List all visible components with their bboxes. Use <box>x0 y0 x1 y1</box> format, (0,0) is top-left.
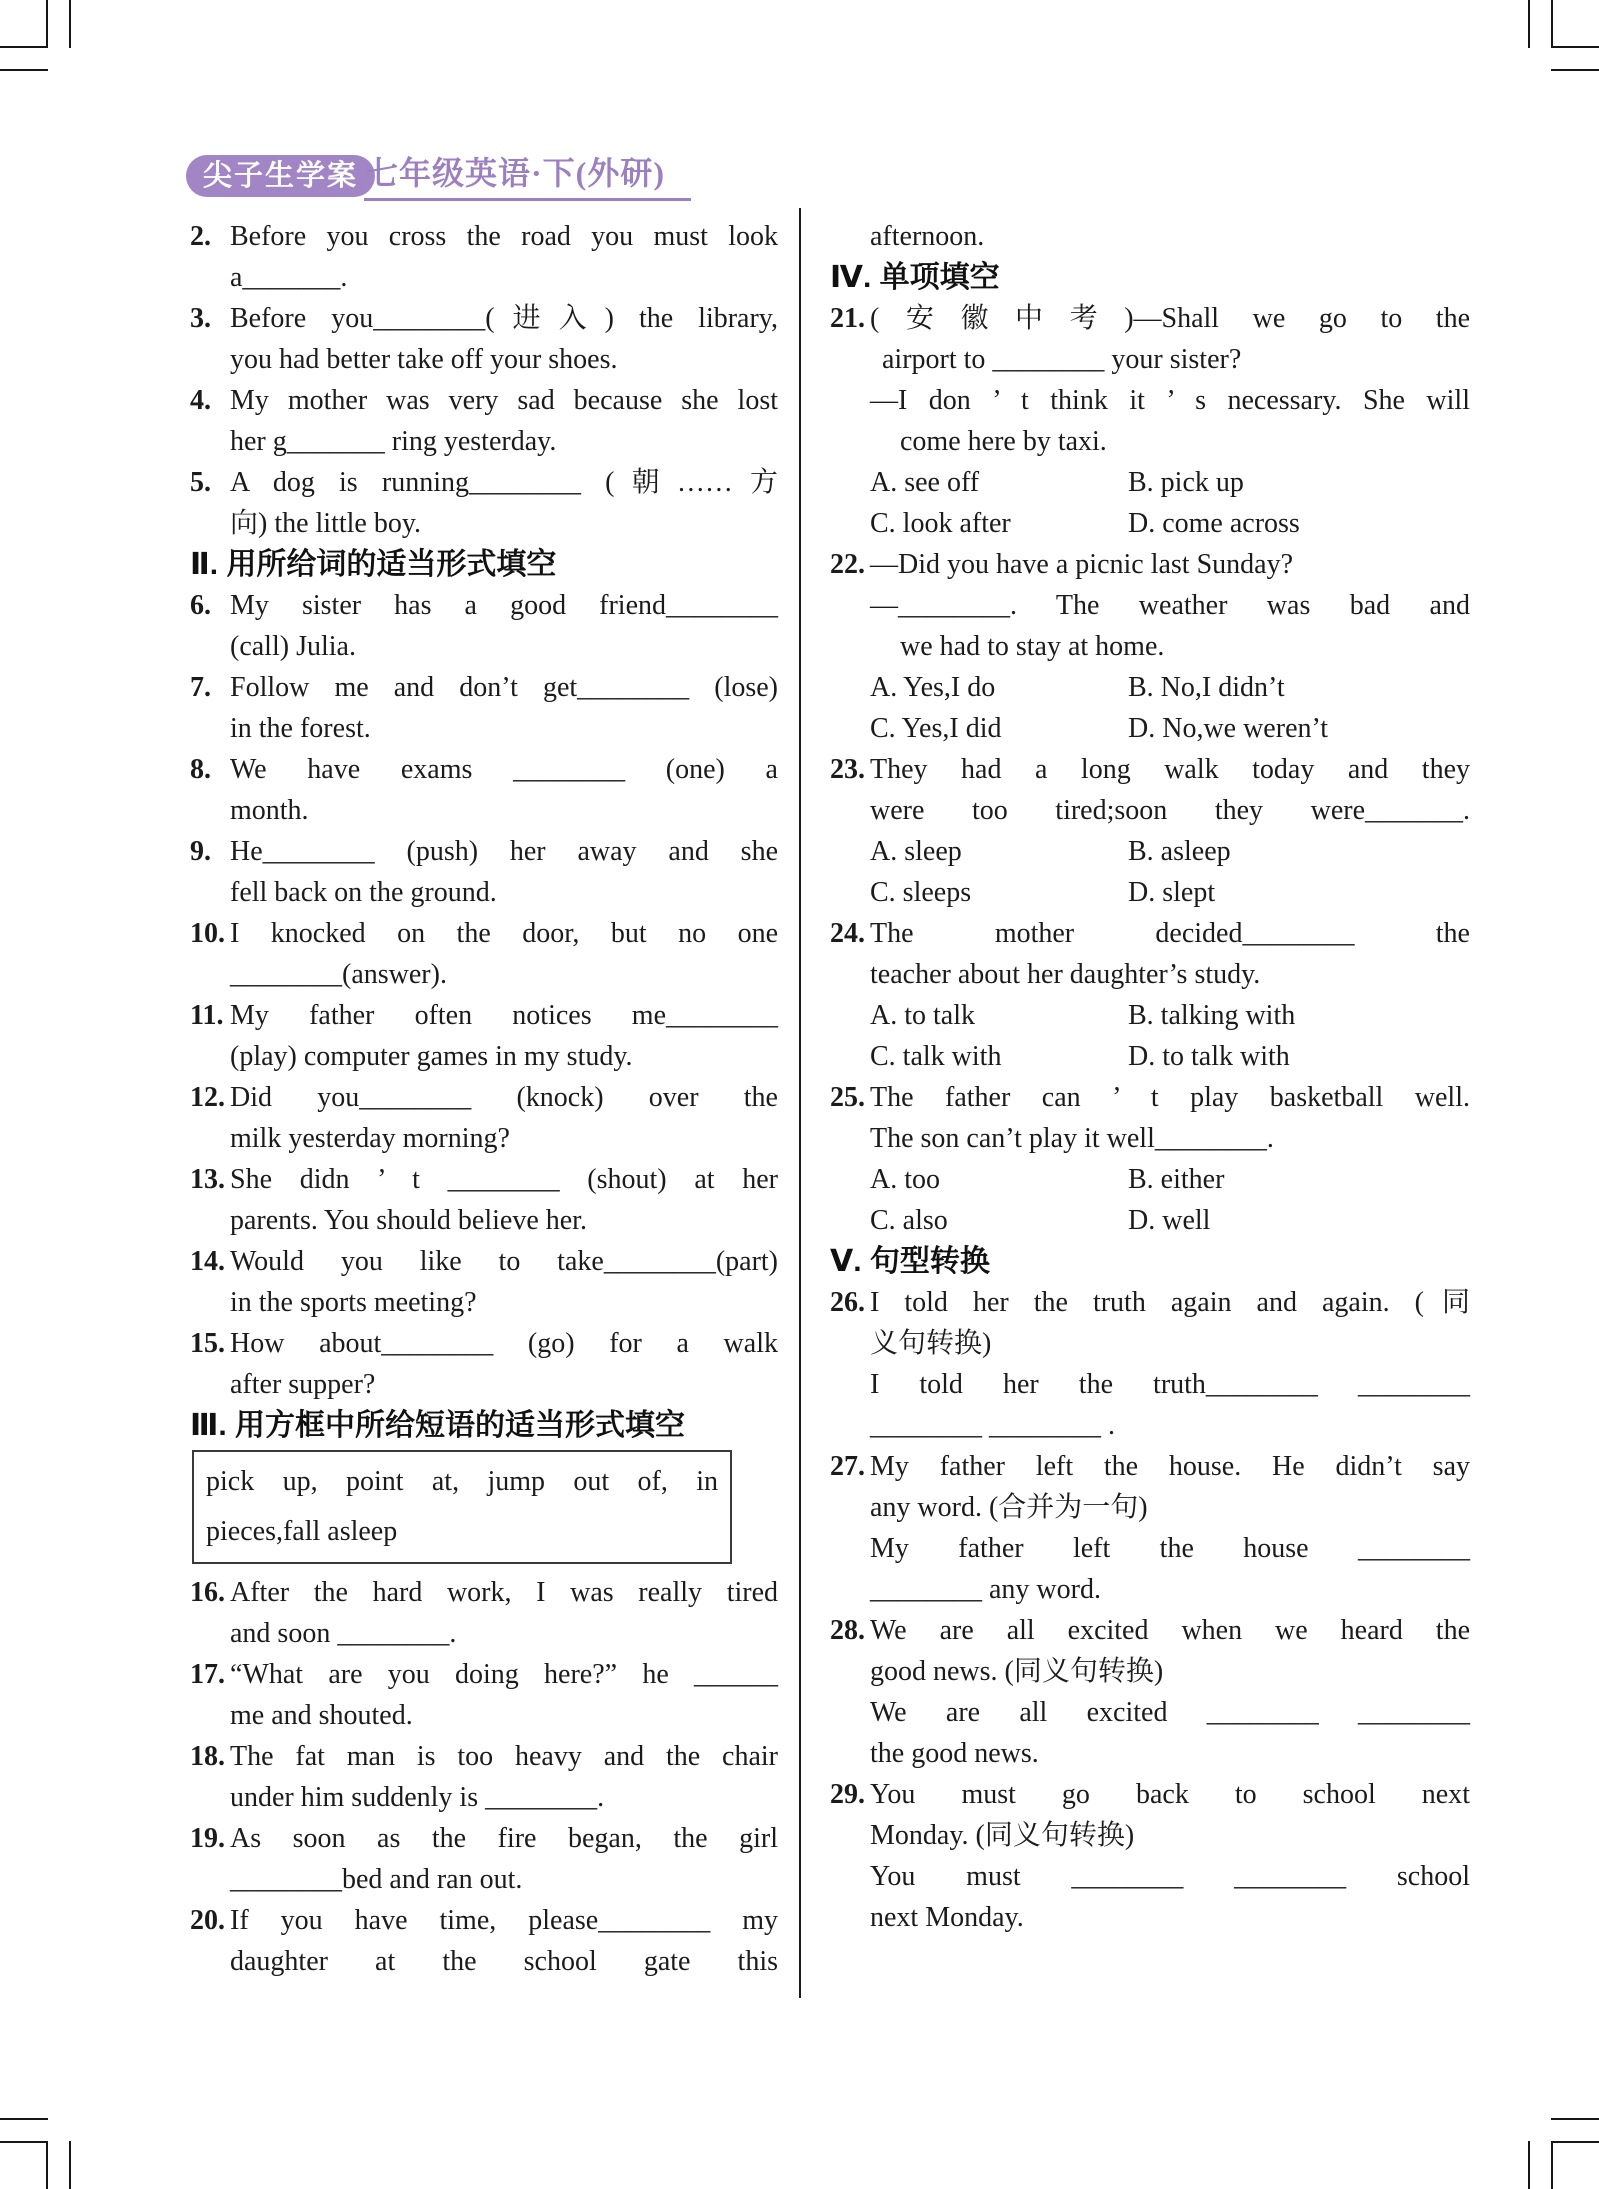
text-line: If you have time, please________ my <box>230 1905 778 1936</box>
text-line: The son can’t play it well________. <box>870 1123 1274 1154</box>
text-line: daughter at the school gate this <box>230 1946 778 1977</box>
option: D. come across <box>1128 508 1300 539</box>
question-24 <box>830 913 1470 1077</box>
crop-mark <box>46 0 48 48</box>
question-number: 17. <box>190 1659 225 1690</box>
question-17 <box>190 1654 778 1736</box>
question-7 <box>190 667 778 749</box>
crop-mark <box>1551 2141 1599 2143</box>
text-line: in the sports meeting? <box>230 1287 477 1318</box>
text-line: under him suddenly is ________. <box>230 1782 605 1813</box>
option: D. to talk with <box>1128 1041 1290 1072</box>
text-line: a_______. <box>230 262 348 293</box>
section-title: 用方框中所给短语的适当形式填空 <box>235 1409 686 1442</box>
question-18 <box>190 1736 778 1818</box>
question-number: 13. <box>190 1164 225 1195</box>
text-line: pick up, point at, jump out of, in <box>206 1466 718 1497</box>
section-title: 单项填空 <box>879 261 1000 294</box>
text-line: Follow me and don’t get________ (lose) <box>230 672 778 703</box>
question-5 <box>190 462 778 544</box>
question-number: 23. <box>830 754 865 785</box>
option: D. well <box>1128 1205 1211 1236</box>
text-line: My father often notices me________ <box>230 1000 778 1031</box>
text-line: “What are you doing here?” he ______ <box>230 1659 778 1690</box>
option-row <box>870 831 1470 872</box>
crop-mark <box>0 46 48 48</box>
text-line: I knocked on the door, but no one <box>230 918 778 949</box>
text-line: Would you like to take________(part) <box>230 1246 778 1277</box>
question-number: 4. <box>190 385 211 416</box>
option-row <box>870 708 1470 749</box>
question-19 <box>190 1818 778 1900</box>
question-3 <box>190 298 778 380</box>
text-line: Did you________ (knock) over the <box>230 1082 778 1113</box>
option: C. also <box>870 1205 948 1236</box>
question-number: 26. <box>830 1287 865 1318</box>
question-4 <box>190 380 778 462</box>
text-line: me and shouted. <box>230 1700 413 1731</box>
text-line: The father can ’ t play basketball well. <box>870 1082 1470 1113</box>
column-left <box>190 216 778 1982</box>
option: A. Yes,I do <box>870 672 996 703</box>
question-number: 19. <box>190 1823 225 1854</box>
question-12 <box>190 1077 778 1159</box>
question-6 <box>190 585 778 667</box>
question-28 <box>830 1610 1470 1774</box>
option: B. either <box>1128 1164 1225 1195</box>
question-10 <box>190 913 778 995</box>
text-line: good news. (同义句转换) <box>870 1656 1164 1687</box>
question-26 <box>830 1282 1470 1446</box>
question-number: 5. <box>190 467 211 498</box>
text-line: (call) Julia. <box>230 631 356 662</box>
question-number: 2. <box>190 221 211 252</box>
text-line: They had a long walk today and they <box>870 754 1470 785</box>
crop-mark <box>1551 0 1553 48</box>
option: B. No,I didn’t <box>1128 672 1285 703</box>
phrase-box <box>192 1450 732 1564</box>
text-line: 向) the little boy. <box>230 508 422 539</box>
option-row <box>870 1159 1470 1200</box>
question-22 <box>830 544 1470 749</box>
question-number: 22. <box>830 549 865 580</box>
section-number: Ⅱ. <box>190 548 227 581</box>
question-number: 10. <box>190 918 225 949</box>
question-number: 16. <box>190 1577 225 1608</box>
text-line: I told her the truth again and again. (同 <box>870 1287 1470 1318</box>
text-line: next Monday. <box>870 1902 1024 1933</box>
option: A. to talk <box>870 1000 975 1031</box>
question-11 <box>190 995 778 1077</box>
question-20 <box>190 1900 778 1982</box>
crop-mark <box>0 69 48 71</box>
option-row <box>870 1200 1470 1241</box>
question-number: 18. <box>190 1741 225 1772</box>
option-row <box>870 995 1470 1036</box>
text-line: we had to stay at home. <box>900 631 1165 662</box>
text-line: (play) computer games in my study. <box>230 1041 633 1072</box>
option-row <box>870 667 1470 708</box>
crop-mark <box>69 0 71 48</box>
section-number: Ⅳ. <box>830 261 880 294</box>
text-line: Before you cross the road you must look <box>230 221 778 252</box>
text-line: My mother was very sad because she lost <box>230 385 778 416</box>
question-14 <box>190 1241 778 1323</box>
text-line: afternoon. <box>870 221 985 252</box>
option: C. Yes,I did <box>870 713 1002 744</box>
question-number: 11. <box>190 1000 224 1031</box>
text-line: We are all excited ________ ________ <box>870 1697 1470 1728</box>
text-line: You must ________ ________ school <box>870 1861 1470 1892</box>
section-heading <box>190 544 778 585</box>
option: D. slept <box>1128 877 1216 908</box>
question-number: 12. <box>190 1082 225 1113</box>
question-15 <box>190 1323 778 1405</box>
text-line: My sister has a good friend________ <box>230 590 778 621</box>
text-line: 义句转换) <box>870 1328 992 1359</box>
text-line: airport to ________ your sister? <box>882 344 1242 375</box>
question-number: 28. <box>830 1615 865 1646</box>
text-line: in the forest. <box>230 713 371 744</box>
section-title: 用所给词的适当形式填空 <box>226 548 557 581</box>
column-divider <box>799 208 801 1998</box>
text-line: After the hard work, I was really tired <box>230 1577 778 1608</box>
crop-mark <box>1528 2141 1530 2189</box>
option: D. No,we weren’t <box>1128 713 1329 744</box>
question-number: 7. <box>190 672 211 703</box>
text-line: the good news. <box>870 1738 1039 1769</box>
text-line: her g_______ ring yesterday. <box>230 426 557 457</box>
text-line: after supper? <box>230 1369 376 1400</box>
crop-mark <box>1551 46 1599 48</box>
question-number: 29. <box>830 1779 865 1810</box>
option-row <box>870 462 1470 503</box>
question-9 <box>190 831 778 913</box>
question-number: 24. <box>830 918 865 949</box>
text-line: We are all excited when we heard the <box>870 1615 1470 1646</box>
section-title: 句型转换 <box>869 1245 990 1278</box>
option-row <box>870 503 1470 544</box>
section-heading <box>830 1241 1470 1282</box>
text-line: —________. The weather was bad and <box>870 590 1470 621</box>
text-line: A dog is running________ (朝……方 <box>230 467 778 498</box>
question-16 <box>190 1572 778 1654</box>
continued-text <box>830 216 1470 257</box>
crop-mark <box>0 2118 48 2120</box>
question-number: 6. <box>190 590 211 621</box>
question-number: 14. <box>190 1246 225 1277</box>
question-number: 8. <box>190 754 211 785</box>
option: C. look after <box>870 508 1011 539</box>
crop-mark <box>46 2141 48 2189</box>
text-line: any word. (合并为一句) <box>870 1492 1148 1523</box>
option: B. asleep <box>1128 836 1231 867</box>
question-21 <box>830 298 1470 544</box>
option: B. pick up <box>1128 467 1244 498</box>
text-line: Before you________(进入) the library, <box>230 303 778 334</box>
text-line: My father left the house. He didn’t say <box>870 1451 1470 1482</box>
text-line: fell back on the ground. <box>230 877 497 908</box>
crop-mark <box>1551 2118 1599 2120</box>
question-2 <box>190 216 778 298</box>
section-heading <box>190 1405 778 1446</box>
question-number: 20. <box>190 1905 225 1936</box>
option: A. see off <box>870 467 980 498</box>
text-line: were too tired;soon they were_______. <box>870 795 1470 826</box>
text-line: you had better take off your shoes. <box>230 344 618 375</box>
text-line: pieces,fall asleep <box>206 1516 398 1547</box>
option: C. talk with <box>870 1041 1002 1072</box>
column-right <box>830 216 1470 1938</box>
text-line: Monday. (同义句转换) <box>870 1820 1135 1851</box>
text-line: She didn ’ t ________ (shout) at her <box>230 1164 778 1195</box>
text-line: You must go back to school next <box>870 1779 1470 1810</box>
text-line: He________ (push) her away and she <box>230 836 778 867</box>
text-line: teacher about her daughter’s study. <box>870 959 1261 990</box>
text-line: How about________ (go) for a walk <box>230 1328 778 1359</box>
crop-mark <box>1551 69 1599 71</box>
text-line: month. <box>230 795 309 826</box>
text-line: come here by taxi. <box>900 426 1107 457</box>
question-23 <box>830 749 1470 913</box>
section-number: Ⅴ. <box>830 1245 870 1278</box>
section-number: Ⅲ. <box>190 1409 236 1442</box>
text-line: The mother decided________ the <box>870 918 1470 949</box>
text-line: ________ ________ . <box>870 1410 1115 1441</box>
question-13 <box>190 1159 778 1241</box>
text-line: —Did you have a picnic last Sunday? <box>870 549 1294 580</box>
text-line: I told her the truth________ ________ <box>870 1369 1470 1400</box>
option-row <box>870 872 1470 913</box>
crop-mark <box>1551 2141 1553 2189</box>
option: B. talking with <box>1128 1000 1296 1031</box>
option: C. sleeps <box>870 877 972 908</box>
text-line: milk yesterday morning? <box>230 1123 510 1154</box>
book-title: 七年级英语·下(外研) <box>364 153 691 201</box>
question-number: 3. <box>190 303 211 334</box>
crop-mark <box>1528 0 1530 48</box>
section-heading <box>830 257 1470 298</box>
text-line: parents. You should believe her. <box>230 1205 587 1236</box>
text-line: ________ any word. <box>870 1574 1101 1605</box>
text-line: As soon as the fire began, the girl <box>230 1823 778 1854</box>
question-number: 25. <box>830 1082 865 1113</box>
option: A. sleep <box>870 836 962 867</box>
text-line: We have exams ________ (one) a <box>230 754 778 785</box>
question-number: 27. <box>830 1451 865 1482</box>
question-29 <box>830 1774 1470 1938</box>
question-number: 21. <box>830 303 865 334</box>
text-line: —I don ’ t think it ’ s necessary. She will <box>870 385 1470 416</box>
question-27 <box>830 1446 1470 1610</box>
brand-badge: 尖子生学案 <box>186 155 375 197</box>
text-line: (安徽中考)—Shall we go to the <box>870 303 1470 334</box>
question-number: 9. <box>190 836 211 867</box>
option: A. too <box>870 1164 940 1195</box>
option-row <box>870 1036 1470 1077</box>
text-line: ________(answer). <box>230 959 447 990</box>
text-line: The fat man is too heavy and the chair <box>230 1741 778 1772</box>
question-number: 15. <box>190 1328 225 1359</box>
question-25 <box>830 1077 1470 1241</box>
text-line: ________bed and ran out. <box>230 1864 523 1895</box>
question-8 <box>190 749 778 831</box>
crop-mark <box>69 2141 71 2189</box>
text-line: My father left the house ________ <box>870 1533 1470 1564</box>
crop-mark <box>0 2141 48 2143</box>
text-line: and soon ________. <box>230 1618 457 1649</box>
